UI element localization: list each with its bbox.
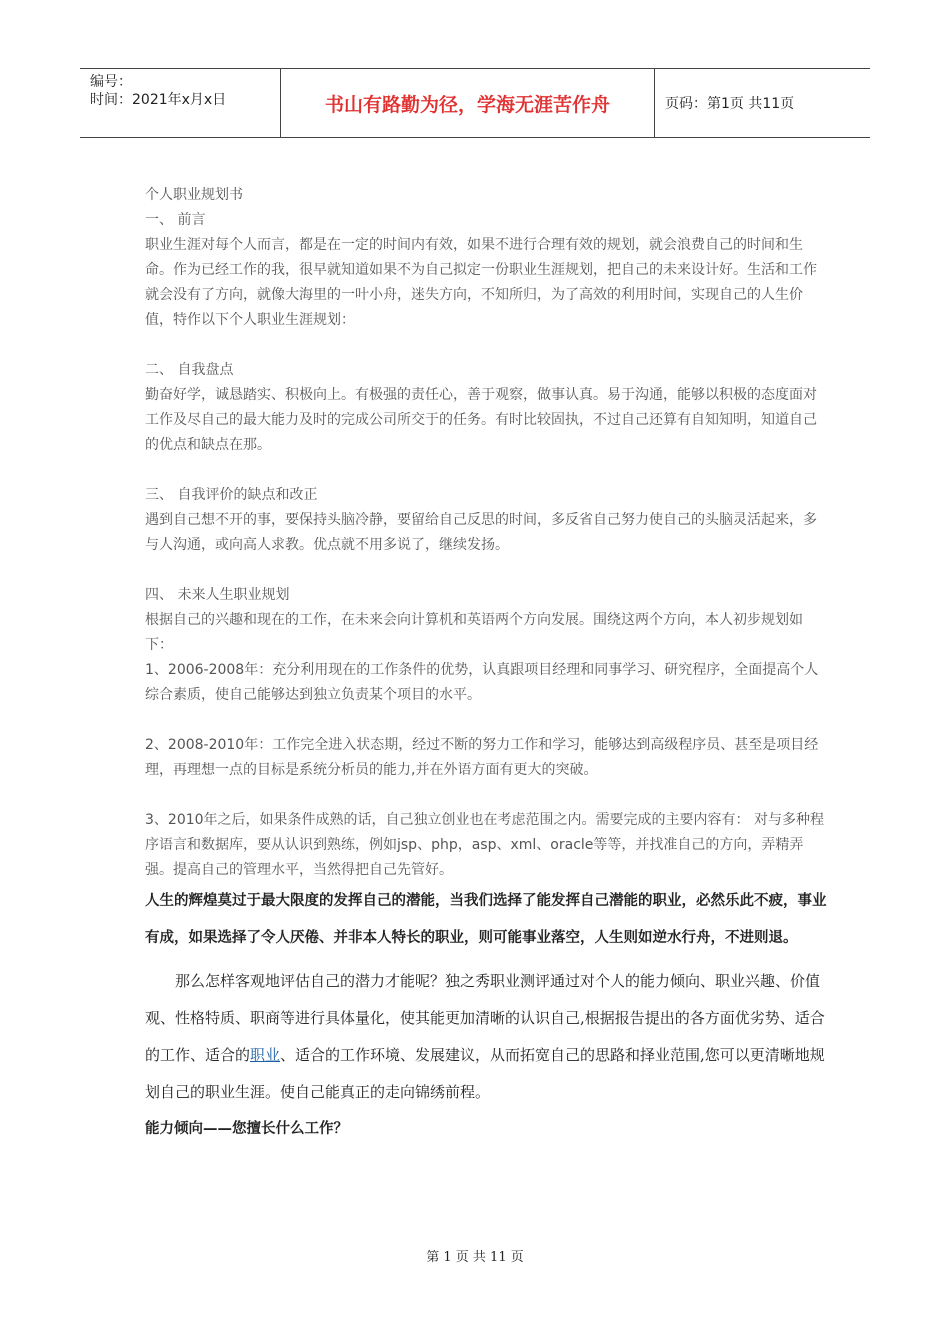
section-4-heading: 四、 未来人生职业规划: [145, 587, 290, 603]
section-3-heading: 三、 自我评价的缺点和改正: [145, 487, 318, 503]
number-label: 编号：: [90, 74, 132, 90]
evaluation-paragraph: [145, 963, 830, 1111]
page-footer: [0, 1246, 950, 1265]
spacer: [145, 333, 830, 358]
ability-heading: 能力倾向——您擅长什么工作？: [145, 1121, 348, 1137]
section-2-body: 勤奋好学，诚恳踏实、积极向上。有极强的责任心，善于观察，做事认真。易于沟通，能够以积极的态度面对工作及尽自己的最大能力及时的完成公司所交于的任务。有时比较固执，不过自己还算有自知知明，知道自己的优点和缺点在那。: [145, 387, 817, 453]
spacer: [145, 783, 830, 808]
spacer: [145, 458, 830, 483]
page-info-text: 页码：第1页 共11页: [665, 96, 795, 112]
footer-page-label: 第 1 页 共 11 页: [426, 1250, 524, 1265]
time-label: 时间：2021年x月x日: [90, 92, 227, 108]
section-4-intro: 根据自己的兴趣和现在的工作，在未来会向计算机和英语两个方向发展。围绕这两个方向，本人初步规划如下：: [145, 612, 803, 653]
plan-item-1: 1、2006-2008年：充分利用现在的工作条件的优势，认真跟项目经理和同事学习、研究程序，全面提高个人综合素质，使自己能够达到独立负责某个项目的水平。: [145, 662, 819, 703]
spacer: [145, 708, 830, 733]
motto-text: 书山有路勤为径，学海无涯苦作舟: [324, 93, 610, 116]
spacer: [145, 558, 830, 583]
motto-cell: [280, 69, 655, 137]
document-header: [80, 68, 870, 138]
document-title: 个人职业规划书: [145, 187, 243, 203]
section-2-heading: 二、 自我盘点: [145, 362, 234, 378]
section-3-body: 遇到自己想不开的事，要保持头脑冷静，要留给自己反思的时间，多反省自己努力使自己的头脑灵活起来，多与人沟通，或向高人求教。优点就不用多说了，继续发扬。: [145, 512, 817, 553]
section-1-heading: 一、 前言: [145, 212, 206, 228]
plan-item-2: 2、2008-2010年：工作完全进入状态期，经过不断的努力工作和学习，能够达到高级程序员、甚至是项目经理，再理想一点的目标是系统分析员的能力,并在外语方面有更大的突破。: [145, 737, 819, 778]
evaluation-text-part-1: 那么怎样客观地评估自己的潜力才能呢？独之秀职业测评通过对个人的能力倾向、职业兴趣、价值观、性格特质、职商等进行具体量化，使其能更加清晰的认识自己,根据报告提出的各方面优劣势、适合的工作、适合的: [145, 972, 825, 1064]
career-link[interactable]: 职业: [250, 1046, 281, 1064]
plan-item-3: 3、2010年之后，如果条件成熟的话，自己独立创业也在考虑范围之内。需要完成的主要内容有： 对与多种程序语言和数据库，要从认识到熟练，例如jsp、php，asp、xml、oracle等等，并找准自己的方向，弄精弄强。提高自己的管理水平，当然得把自己先管好。: [145, 812, 824, 878]
header-meta-cell: [80, 69, 280, 137]
bold-statement: 人生的辉煌莫过于最大限度的发挥自己的潜能，当我们选择了能发挥自己潜能的职业，必然乐此不疲，事业有成，如果选择了令人厌倦、并非本人特长的职业，则可能事业落空，人生则如逆水行舟，不进则退。: [145, 893, 827, 946]
evaluation-text-part-2: 、适合的工作环境、发展建议，从而拓宽自己的思路和择业范围,您可以更清晰地规划自己的职业生涯。使自己能真正的走向锦绣前程。: [145, 1046, 825, 1101]
document-body: [145, 183, 830, 1148]
page-info-cell: [655, 69, 870, 137]
section-1-body: 职业生涯对每个人而言，都是在一定的时间内有效，如果不进行合理有效的规划，就会浪费自己的时间和生命。作为已经工作的我，很早就知道如果不为自己拟定一份职业生涯规划，把自己的未来设计好。生活和工作就会没有了方向，就像大海里的一叶小舟，迷失方向，不知所归，为了高效的利用时间，实现自己的人生价值，特作以下个人职业生涯规划：: [145, 237, 817, 328]
